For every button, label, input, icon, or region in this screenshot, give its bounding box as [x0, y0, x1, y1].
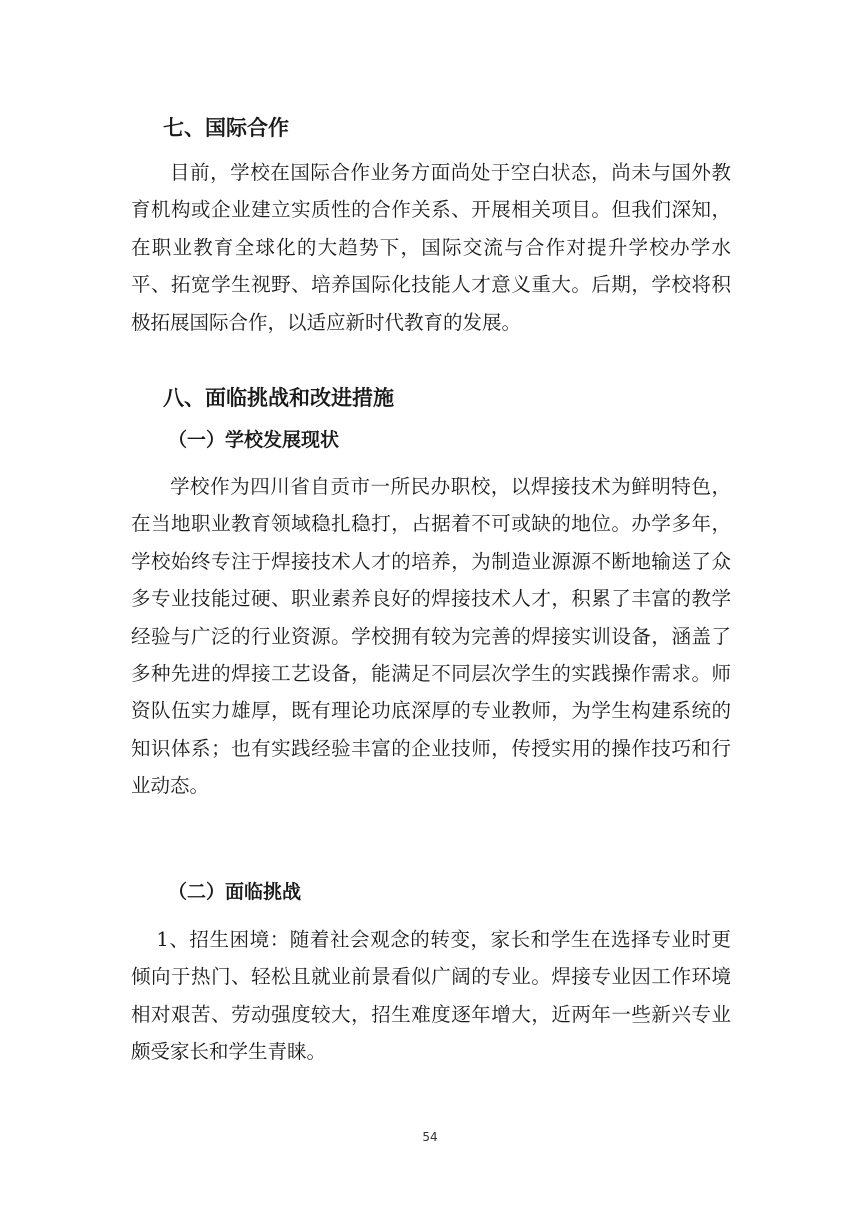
section-heading-challenges-and-measures: 八、面临挑战和改进措施: [163, 386, 394, 410]
paragraph-international-cooperation: 目前，学校在国际合作业务方面尚处于空白状态，尚未与国外教育机构或企业建立实质性的合作关系、开展相关项目。但我们深知，在职业教育全球化的大趋势下，国际交流与合作对提升学校办学水平、拓宽学生视野、培养国际化技能人才意义重大。后期，学校将积极拓展国际合作，以适应新时代教育的发展。: [131, 161, 731, 334]
page-number: 54: [422, 1130, 438, 1144]
subsection-heading-challenges: （二）面临挑战: [168, 881, 302, 903]
paragraph-current-status: 学校作为四川省自贡市一所民办职校，以焊接技术为鲜明特色，在当地职业教育领域稳扎稳打，占据着不可或缺的地位。办学多年，学校始终专注于焊接技术人才的培养，为制造业源源不断地输送了众多专业技能过硬、职业素养良好的焊接技术人才，积累了丰富的教学经验与广泛的行业资源。学校拥有较为完善的焊接实训设备，涵盖了多种先进的焊接工艺设备，能满足不同层次学生的实践操作需求。师资队伍实力雄厚，既有理论功底深厚的专业教师，为学生构建系统的知识体系；也有实践经验丰富的企业技师，传授实用的操作技巧和行业动态。: [131, 475, 731, 798]
paragraph-enrollment-challenge: 1、招生困境：随着社会观念的转变，家长和学生在选择专业时更倾向于热门、轻松且就业前景看似广阔的专业。焊接专业因工作环境相对艰苦、劳动强度较大，招生难度逐年增大，近两年一些新兴专业颇受家长和学生青睐。: [131, 928, 731, 1064]
section-heading-international-cooperation: 七、国际合作: [163, 116, 289, 140]
subsection-heading-current-status: （一）学校发展现状: [168, 429, 340, 451]
